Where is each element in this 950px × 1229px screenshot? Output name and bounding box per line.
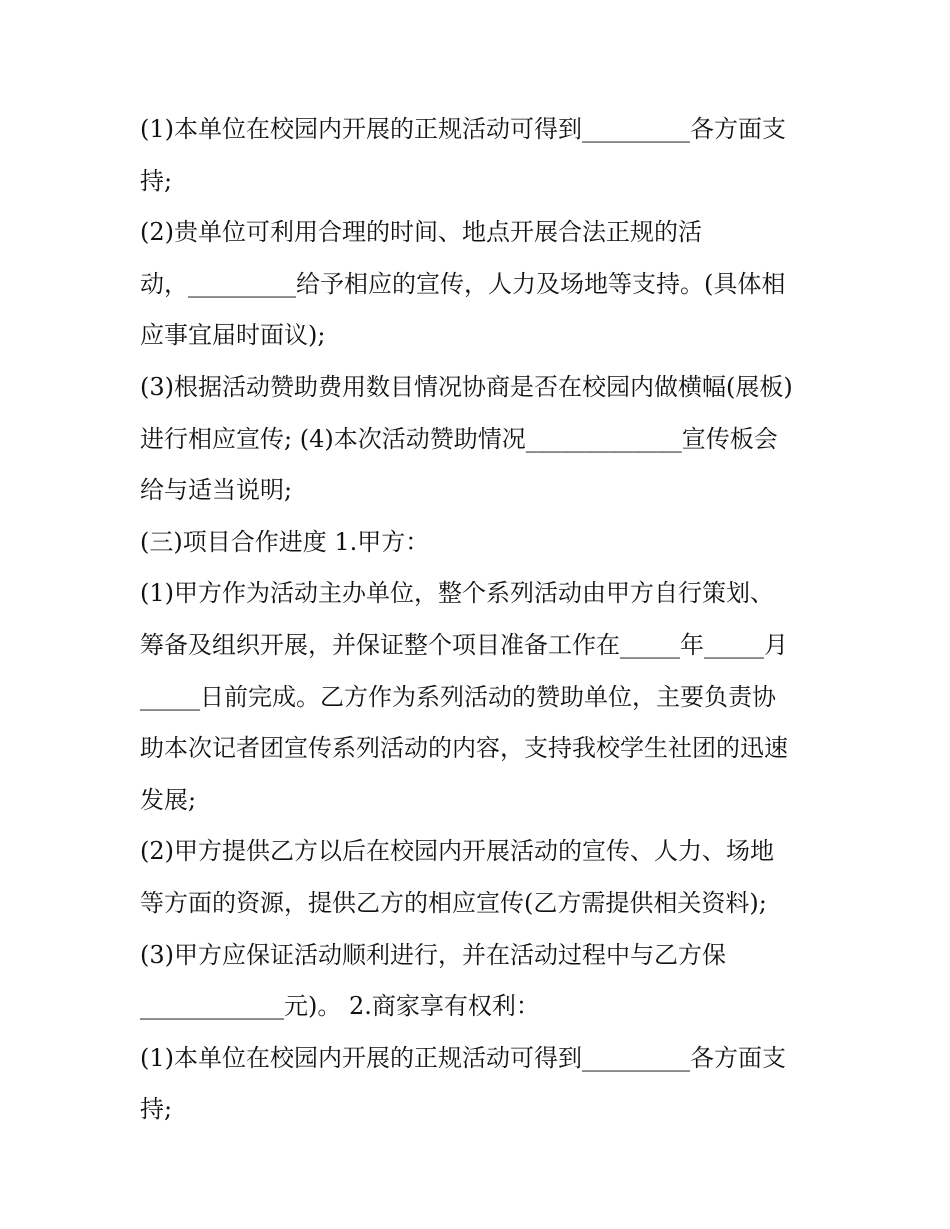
text-line: ____________元)。 2.商家享有权利： [140, 992, 540, 1021]
text-line: (3)甲方应保证活动顺利进行，并在活动过程中与乙方保 [140, 940, 726, 969]
text-line: (3)根据活动赞助费用数目情况协商是否在校园内做横幅(展板) [140, 372, 793, 401]
text-line: (2)甲方提供乙方以后在校园内开展活动的宣传、人力、场地 [140, 837, 774, 866]
document-body [140, 104, 820, 1136]
text-line: 持; [140, 166, 173, 195]
text-line: (1)本单位在校园内开展的正规活动可得到_________各方面支 [140, 115, 786, 143]
text-line: 等方面的资源，提供乙方的相应宣传(乙方需提供相关资料); [140, 888, 767, 917]
text-line: 进行相应宣传; (4)本次活动赞助情况_____________宣传板会 [140, 424, 778, 453]
text-line: 持; [140, 1095, 173, 1124]
text-line: 发展; [140, 785, 197, 814]
text-line: 动，_________给予相应的宣传，人力及场地等支持。(具体相 [140, 269, 786, 298]
text-line: _____日前完成。乙方作为系列活动的赞助单位，主要负责协 [140, 682, 776, 711]
text-line: 给与适当说明; [140, 476, 293, 505]
text-line: 助本次记者团宣传系列活动的内容，支持我校学生社团的迅速 [140, 734, 788, 763]
text-line: 筹备及组织开展，并保证整个项目准备工作在_____年_____月 [140, 630, 788, 659]
text-line: 应事宜届时面议); [140, 321, 326, 350]
text-line: (2)贵单位可利用合理的时间、地点开展合法正规的活 [140, 218, 702, 247]
text-line: (1)甲方作为活动主办单位，整个系列活动由甲方自行策划、 [140, 579, 774, 608]
section-heading: (三)项目合作进度 1.甲方： [140, 527, 430, 556]
text-line: (1)本单位在校园内开展的正规活动可得到_________各方面支 [140, 1043, 786, 1072]
